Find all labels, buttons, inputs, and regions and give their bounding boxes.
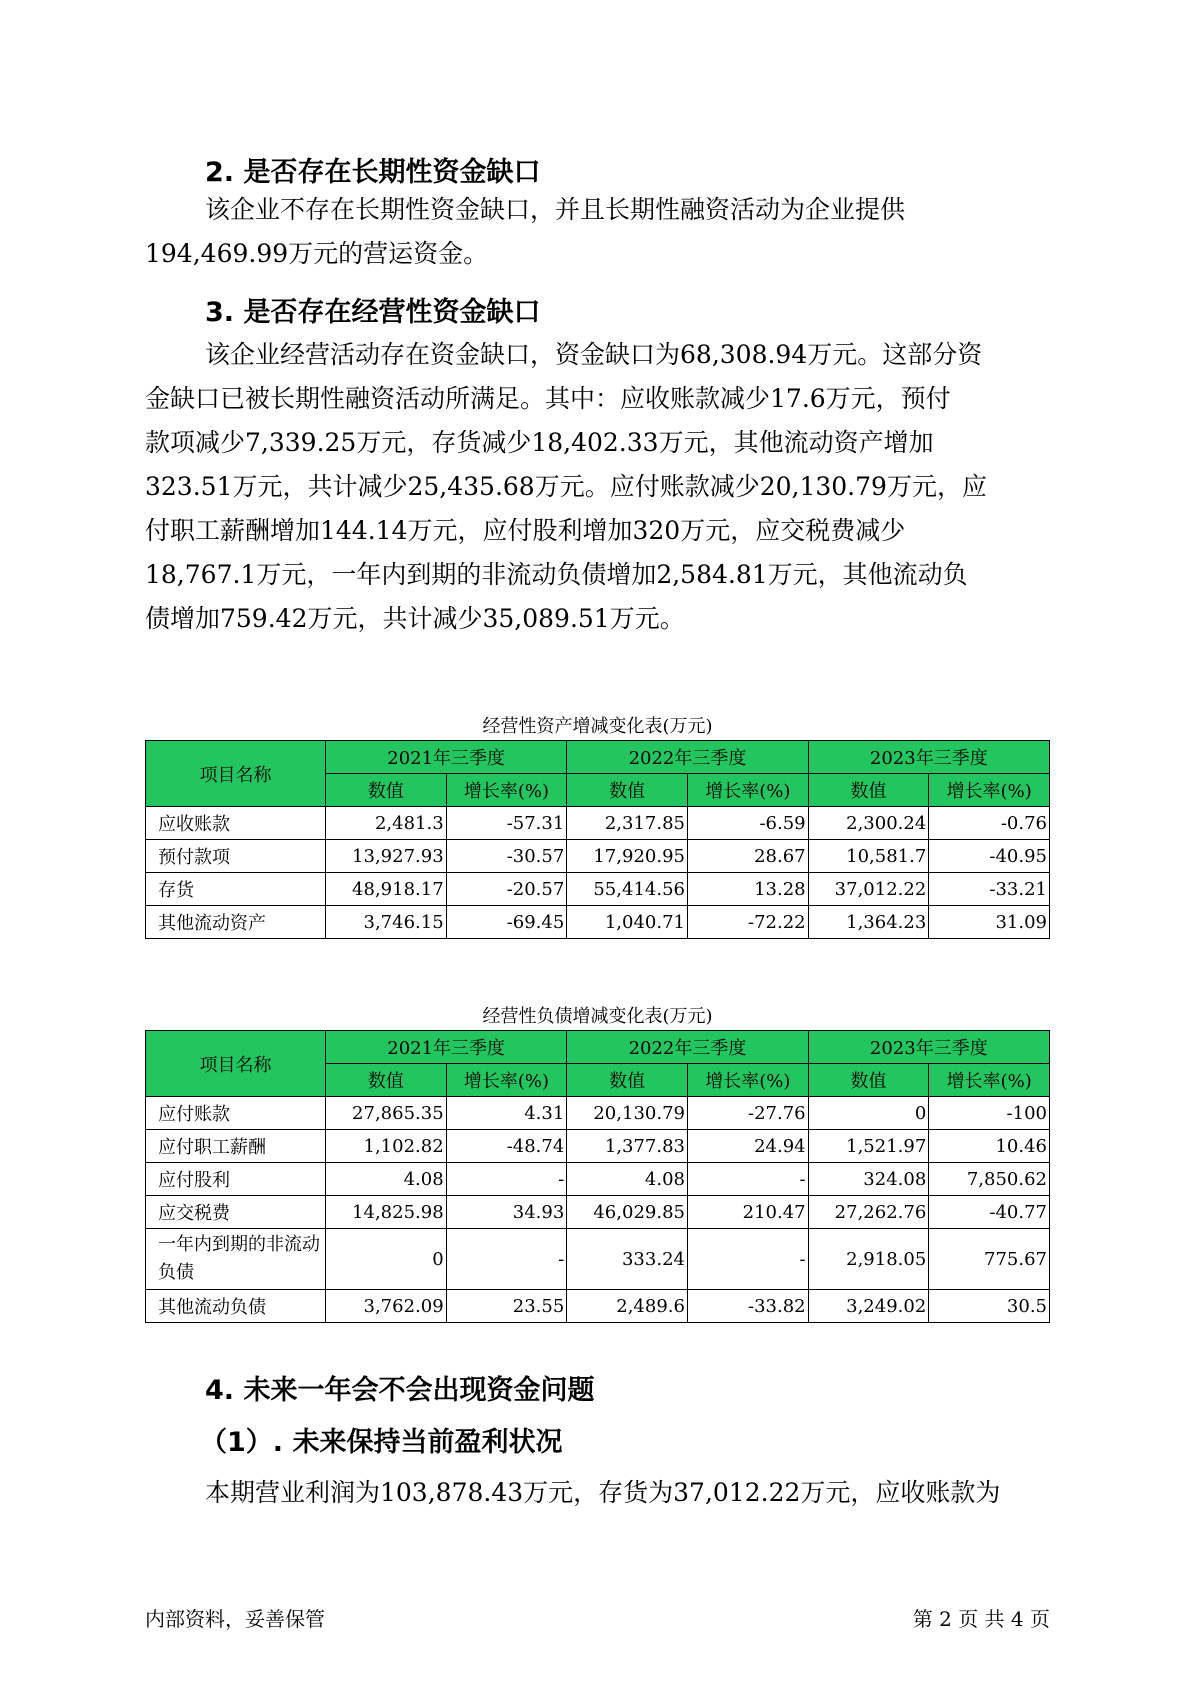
row-label: 一年内到期的非流动负债 bbox=[146, 1229, 326, 1290]
growth-rate-cell: - bbox=[446, 1229, 567, 1290]
growth-rate-cell: 4.31 bbox=[446, 1097, 567, 1130]
growth-rate-cell: -33.82 bbox=[687, 1290, 808, 1323]
value-cell: 3,762.09 bbox=[326, 1290, 447, 1323]
header-sub: 数值 bbox=[326, 1064, 447, 1097]
growth-rate-cell: 10.46 bbox=[929, 1130, 1050, 1163]
header-sub: 增长率(%) bbox=[446, 774, 567, 807]
header-sub: 数值 bbox=[567, 774, 688, 807]
header-period: 2023年三季度 bbox=[808, 741, 1049, 774]
table-row bbox=[146, 1290, 1050, 1323]
paragraph-line: 金缺口已被长期性融资活动所满足。其中：应收账款减少17.6万元，预付 bbox=[145, 384, 951, 413]
growth-rate-cell: -27.76 bbox=[687, 1097, 808, 1130]
header-sub: 增长率(%) bbox=[687, 1064, 808, 1097]
section-3-title: 3. 是否存在经营性资金缺口 bbox=[205, 297, 541, 328]
header-sub: 数值 bbox=[326, 774, 447, 807]
header-item-name: 项目名称 bbox=[146, 1031, 326, 1097]
value-cell: 4.08 bbox=[326, 1163, 447, 1196]
growth-rate-cell: - bbox=[687, 1163, 808, 1196]
value-cell: 1,377.83 bbox=[567, 1130, 688, 1163]
paragraph-line: 本期营业利润为103,878.43万元，存货为37,012.22万元，应收账款为 bbox=[205, 1478, 1001, 1507]
growth-rate-cell: 210.47 bbox=[687, 1196, 808, 1229]
row-label: 应收账款 bbox=[146, 807, 326, 840]
growth-rate-cell: 24.94 bbox=[687, 1130, 808, 1163]
table-row bbox=[146, 807, 1050, 840]
value-cell: 1,040.71 bbox=[567, 906, 688, 939]
growth-rate-cell: 31.09 bbox=[929, 906, 1050, 939]
value-cell: 0 bbox=[326, 1229, 447, 1290]
table-row bbox=[146, 906, 1050, 939]
table-row bbox=[146, 1163, 1050, 1196]
operating-liabilities-table bbox=[145, 1030, 1050, 1323]
row-label: 应付职工薪酬 bbox=[146, 1130, 326, 1163]
paragraph-line: 323.51万元，共计减少25,435.68万元。应付账款减少20,130.79万元，应 bbox=[145, 472, 987, 501]
row-label: 预付款项 bbox=[146, 840, 326, 873]
growth-rate-cell: -100 bbox=[929, 1097, 1050, 1130]
growth-rate-cell: -6.59 bbox=[687, 807, 808, 840]
header-sub: 数值 bbox=[808, 774, 929, 807]
section-2-paragraph bbox=[145, 188, 1050, 276]
growth-rate-cell: -57.31 bbox=[446, 807, 567, 840]
row-label: 应交税费 bbox=[146, 1196, 326, 1229]
value-cell: 10,581.7 bbox=[808, 840, 929, 873]
header-period: 2021年三季度 bbox=[326, 741, 567, 774]
table2-caption: 经营性负债增减变化表(万元) bbox=[482, 1006, 713, 1027]
table-row bbox=[146, 873, 1050, 906]
value-cell: 0 bbox=[808, 1097, 929, 1130]
header-period: 2023年三季度 bbox=[808, 1031, 1049, 1064]
value-cell: 37,012.22 bbox=[808, 873, 929, 906]
growth-rate-cell: 775.67 bbox=[929, 1229, 1050, 1290]
paragraph-line: 款项减少7,339.25万元，存货减少18,402.33万元，其他流动资产增加 bbox=[145, 428, 934, 457]
value-cell: 27,865.35 bbox=[326, 1097, 447, 1130]
growth-rate-cell: 7,850.62 bbox=[929, 1163, 1050, 1196]
growth-rate-cell: 34.93 bbox=[446, 1196, 567, 1229]
value-cell: 2,481.3 bbox=[326, 807, 447, 840]
header-sub: 数值 bbox=[808, 1064, 929, 1097]
growth-rate-cell: -20.57 bbox=[446, 873, 567, 906]
growth-rate-cell: - bbox=[446, 1163, 567, 1196]
value-cell: 1,102.82 bbox=[326, 1130, 447, 1163]
value-cell: 46,029.85 bbox=[567, 1196, 688, 1229]
row-label: 应付股利 bbox=[146, 1163, 326, 1196]
paragraph-line: 18,767.1万元，一年内到期的非流动负债增加2,584.81万元，其他流动负 bbox=[145, 560, 968, 589]
growth-rate-cell: -0.76 bbox=[929, 807, 1050, 840]
header-sub: 增长率(%) bbox=[687, 774, 808, 807]
operating-assets-table bbox=[145, 740, 1050, 939]
table1-caption: 经营性资产增减变化表(万元) bbox=[482, 716, 713, 737]
section-4-title: 4. 未来一年会不会出现资金问题 bbox=[205, 1375, 595, 1406]
page-number: 第 2 页 共 4 页 bbox=[912, 1607, 1050, 1631]
growth-rate-cell: 30.5 bbox=[929, 1290, 1050, 1323]
section-2-title: 2. 是否存在长期性资金缺口 bbox=[205, 157, 541, 188]
row-label: 存货 bbox=[146, 873, 326, 906]
row-label: 其他流动资产 bbox=[146, 906, 326, 939]
growth-rate-cell: -30.57 bbox=[446, 840, 567, 873]
value-cell: 13,927.93 bbox=[326, 840, 447, 873]
value-cell: 2,317.85 bbox=[567, 807, 688, 840]
paragraph-line: 该企业不存在长期性资金缺口，并且长期性融资活动为企业提供 bbox=[205, 195, 906, 224]
value-cell: 2,489.6 bbox=[567, 1290, 688, 1323]
growth-rate-cell: 13.28 bbox=[687, 873, 808, 906]
value-cell: 3,746.15 bbox=[326, 906, 447, 939]
row-label: 应付账款 bbox=[146, 1097, 326, 1130]
growth-rate-cell: 28.67 bbox=[687, 840, 808, 873]
paragraph-line: 债增加759.42万元，共计减少35,089.51万元。 bbox=[145, 604, 685, 633]
header-period: 2021年三季度 bbox=[326, 1031, 567, 1064]
value-cell: 333.24 bbox=[567, 1229, 688, 1290]
value-cell: 324.08 bbox=[808, 1163, 929, 1196]
growth-rate-cell: -33.21 bbox=[929, 873, 1050, 906]
header-sub: 增长率(%) bbox=[929, 774, 1050, 807]
table-row bbox=[146, 840, 1050, 873]
value-cell: 17,920.95 bbox=[567, 840, 688, 873]
value-cell: 27,262.76 bbox=[808, 1196, 929, 1229]
section-3-paragraph bbox=[145, 333, 1050, 641]
growth-rate-cell: -72.22 bbox=[687, 906, 808, 939]
value-cell: 55,414.56 bbox=[567, 873, 688, 906]
table-row bbox=[146, 1097, 1050, 1130]
value-cell: 20,130.79 bbox=[567, 1097, 688, 1130]
growth-rate-cell: 23.55 bbox=[446, 1290, 567, 1323]
growth-rate-cell: -48.74 bbox=[446, 1130, 567, 1163]
value-cell: 2,300.24 bbox=[808, 807, 929, 840]
header-item-name: 项目名称 bbox=[146, 741, 326, 807]
paragraph-line: 194,469.99万元的营运资金。 bbox=[145, 239, 489, 268]
value-cell: 48,918.17 bbox=[326, 873, 447, 906]
value-cell: 3,249.02 bbox=[808, 1290, 929, 1323]
header-sub: 数值 bbox=[567, 1064, 688, 1097]
row-label: 其他流动负债 bbox=[146, 1290, 326, 1323]
value-cell: 4.08 bbox=[567, 1163, 688, 1196]
header-sub: 增长率(%) bbox=[929, 1064, 1050, 1097]
table-row bbox=[146, 1130, 1050, 1163]
value-cell: 2,918.05 bbox=[808, 1229, 929, 1290]
section-4-subtitle: （1）. 未来保持当前盈利状况 bbox=[200, 1427, 563, 1458]
paragraph-line: 付职工薪酬增加144.14万元，应付股利增加320万元，应交税费减少 bbox=[145, 516, 906, 545]
growth-rate-cell: -40.77 bbox=[929, 1196, 1050, 1229]
header-sub: 增长率(%) bbox=[446, 1064, 567, 1097]
table-row bbox=[146, 1229, 1050, 1290]
growth-rate-cell: -69.45 bbox=[446, 906, 567, 939]
paragraph-line: 该企业经营活动存在资金缺口，资金缺口为68,308.94万元。这部分资 bbox=[205, 340, 983, 369]
value-cell: 1,364.23 bbox=[808, 906, 929, 939]
growth-rate-cell: -40.95 bbox=[929, 840, 1050, 873]
header-period: 2022年三季度 bbox=[567, 1031, 808, 1064]
value-cell: 14,825.98 bbox=[326, 1196, 447, 1229]
growth-rate-cell: - bbox=[687, 1229, 808, 1290]
footer-note: 内部资料，妥善保管 bbox=[145, 1607, 325, 1631]
section-4-paragraph bbox=[145, 1471, 1050, 1515]
table-row bbox=[146, 1196, 1050, 1229]
value-cell: 1,521.97 bbox=[808, 1130, 929, 1163]
header-period: 2022年三季度 bbox=[567, 741, 808, 774]
